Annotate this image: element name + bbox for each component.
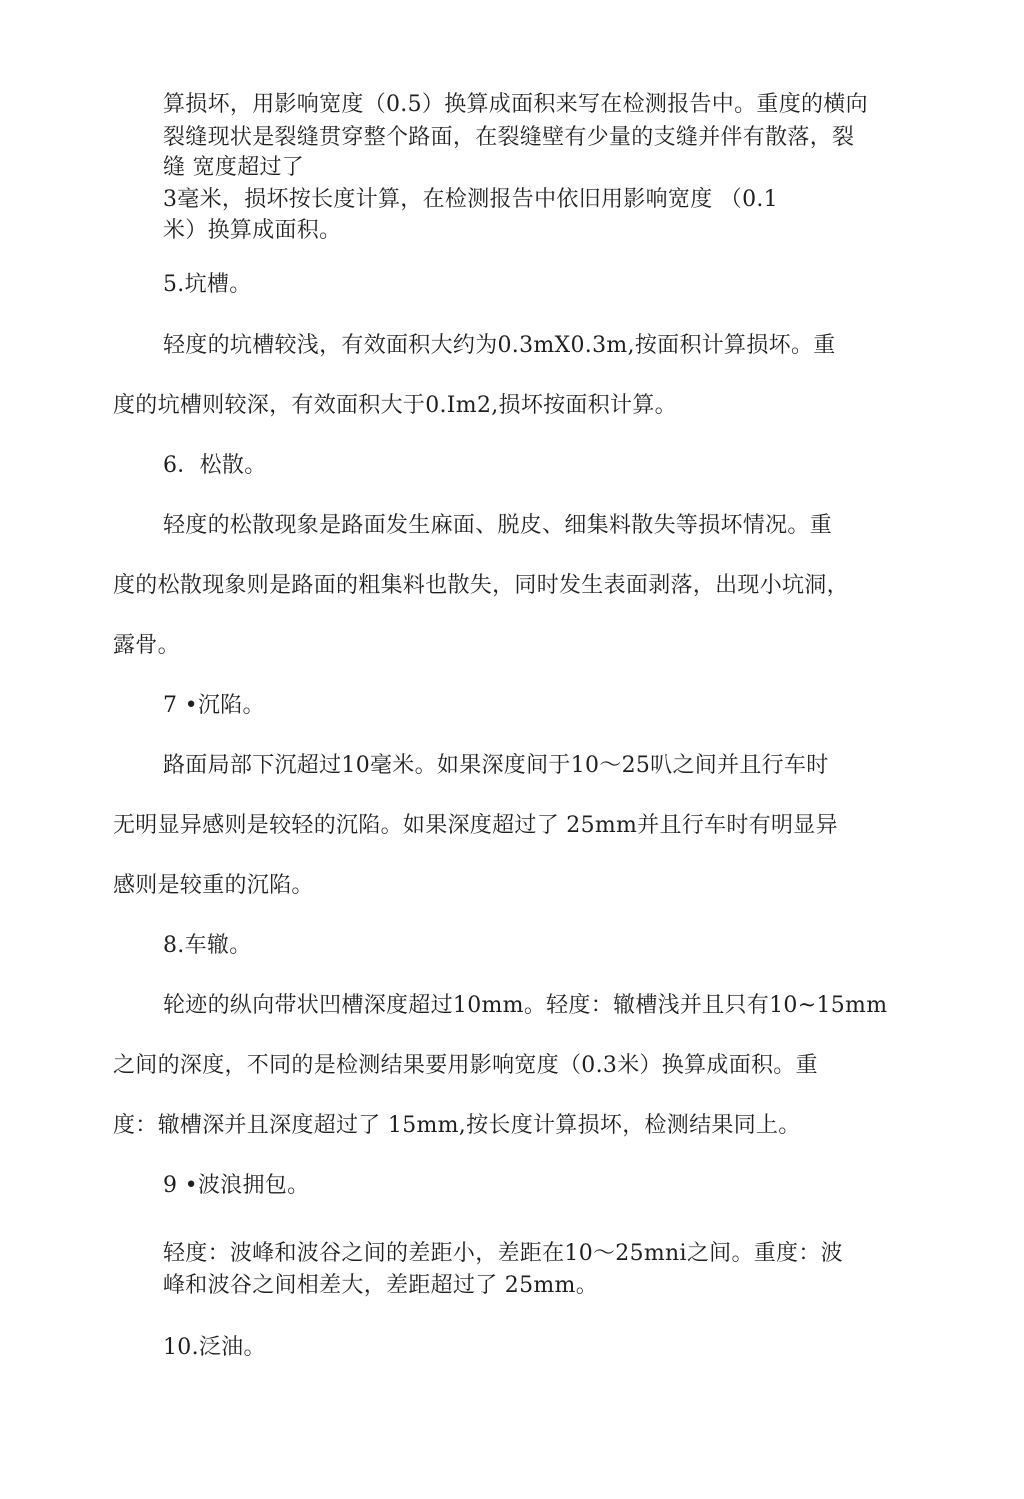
text-line: 缝 宽度超过了 [163, 155, 305, 180]
text-line: 3毫米，损坏按长度计算，在检测报告中依旧用影响宽度 （0.1 [163, 187, 778, 212]
section-heading: 9 •波浪拥包。 [163, 1173, 310, 1198]
text-line: 感则是较重的沉陷。 [113, 873, 314, 898]
section-heading: 10.泛油。 [163, 1335, 266, 1360]
section-heading: 8.车辙。 [163, 933, 252, 958]
text-line: 轻度的坑槽较浅，有效面积大约为0.3mX0.3m,按面积计算损坏。重 [163, 333, 836, 358]
section-heading: 5.坑槽。 [163, 272, 252, 297]
text-line: 度：辙槽深并且深度超过了 15mm,按长度计算损坏，检测结果同上。 [113, 1113, 801, 1138]
text-line: 算损坏，用影响宽度（0.5）换算成面积来写在检测报告中。重度的横向 [163, 92, 868, 117]
text-line: 度的松散现象则是路面的粗集料也散失，同时发生表面剥落，出现小坑洞， [113, 573, 849, 598]
text-line: 露骨。 [113, 633, 180, 658]
text-line: 轮迹的纵向带状凹槽深度超过10mm。轻度：辙槽浅并且只有10~15mm [163, 993, 888, 1018]
text-line: 米）换算成面积。 [163, 218, 342, 243]
section-heading: 7 •沉陷。 [163, 693, 265, 718]
text-line: 峰和波谷之间相差大，差距超过了 25mm。 [163, 1273, 599, 1298]
text-line: 无明显异感则是较轻的沉陷。如果深度超过了 25mm并且行车时有明显异 [113, 813, 838, 838]
text-line: 度的坑槽则较深，有效面积大于0.Im2,损坏按面积计算。 [113, 393, 677, 418]
text-line: 轻度：波峰和波谷之间的差距小，差距在10～25mni之间。重度：波 [163, 1241, 843, 1266]
section-heading: 6．松散。 [163, 453, 267, 478]
text-line: 裂缝现状是裂缝贯穿整个路面，在裂缝壁有少量的支缝并伴有散落，裂 [163, 125, 855, 150]
text-line: 之间的深度，不同的是检测结果要用影响宽度（0.3米）换算成面积。重 [113, 1053, 818, 1078]
text-line: 轻度的松散现象是路面发生麻面、脱皮、细集料散失等损坏情况。重 [163, 513, 833, 538]
text-line: 路面局部下沉超过10毫米。如果深度间于10～25叭之间并且行车时 [163, 753, 829, 778]
